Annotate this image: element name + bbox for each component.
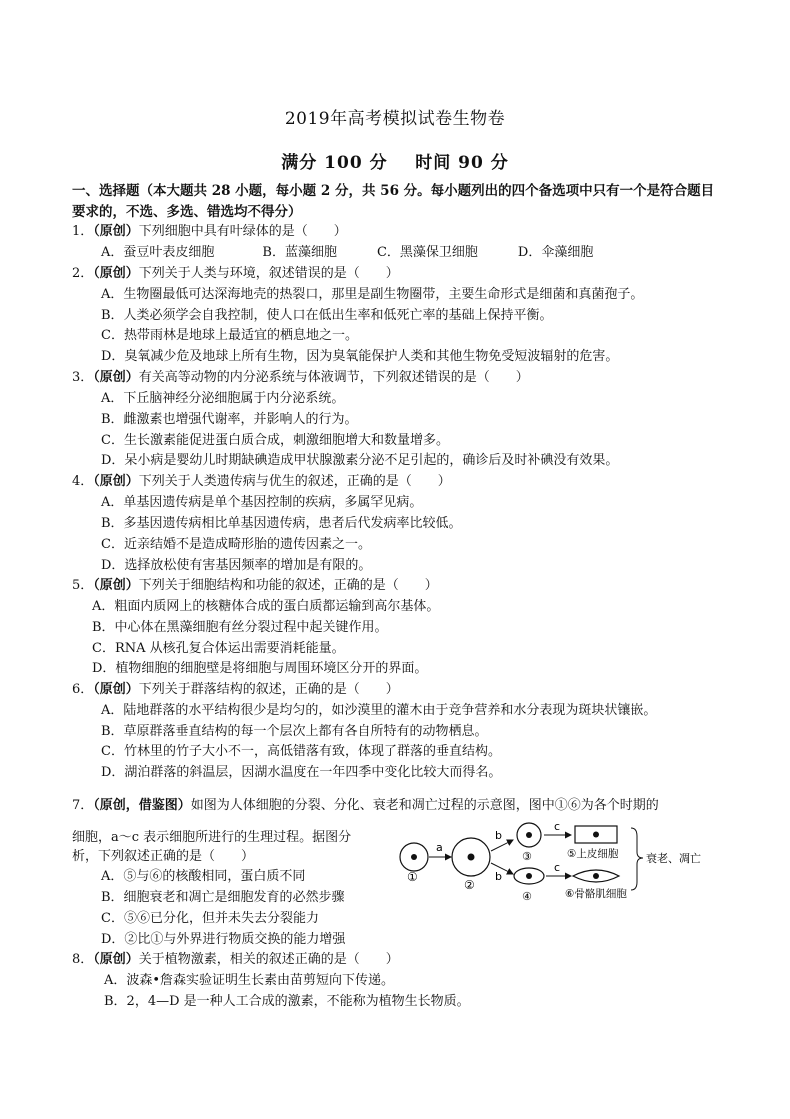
cell-5-nucleus — [593, 832, 599, 838]
cell-1-label: ① — [407, 870, 418, 884]
q6-option-c: C．竹林里的竹子大小不一，高低错落有致，体现了群落的垂直结构。 — [101, 744, 501, 759]
q2-option-a: A．生物圈最低可达深海地壳的热裂口，那里是副生物圈带，主要生命形式是细菌和真菌孢子。 — [101, 287, 644, 302]
q2-option-b: B．人类必须学会自我控制，使人口在低出生率和低死亡率的基础上保持平衡。 — [101, 308, 553, 323]
q6-option-d: D．湖泊群落的斜温层，因湖水温度在一年四季中变化比较大而得名。 — [101, 765, 502, 780]
cell-5-label: ⑤上皮细胞 — [567, 848, 619, 860]
question-8: 8．（原创）关于植物激素，相关的叙述正确的是（ ） — [72, 952, 399, 967]
q5-option-d: D．植物细胞的细胞壁是将细胞与周围环境区分开的界面。 — [92, 661, 428, 676]
brace-label: 衰老、凋亡 — [646, 852, 701, 865]
question-1: 1．（原创）下列细胞中具有叶绿体的是（ ） — [72, 224, 347, 239]
cell-2-nucleus — [468, 854, 475, 861]
q3-option-d: D．呆小病是婴幼儿时期缺碘造成甲状腺激素分泌不足引起的，确诊后及时补碘没有效果。 — [101, 453, 619, 468]
brace — [631, 828, 643, 890]
q6-option-a: A．陆地群落的水平结构很少是均匀的，如沙漠里的灌木由于竞争营养和水分表现为斑块状镶嵌。 — [101, 703, 657, 718]
question-7-cont-2: 析，下列叙述正确的是（ ） — [72, 849, 255, 864]
q5-option-a: A．粗面内质网上的核糖体合成的蛋白质都运输到高尔基体。 — [92, 599, 440, 614]
cell-2-label: ② — [464, 878, 475, 892]
q7-option-a: A．⑤与⑥的核酸相同，蛋白质不同 — [101, 869, 306, 884]
question-2: 2．（原创）下列关于人类与环境，叙述错误的是（ ） — [72, 266, 399, 281]
q8-option-a: A．波森•詹森实验证明生长素由苗剪短向下传递。 — [104, 973, 395, 988]
q6-option-b: B．草原群落垂直结构的每一个层次上都有各自所特有的动物栖息。 — [101, 724, 488, 739]
q8-option-b: B．2，4—D 是一种人工合成的激素，不能称为植物生长物质。 — [104, 994, 470, 1009]
q7-option-c: C．⑤⑥已分化，但并未失去分裂能力 — [101, 911, 319, 926]
arrow-a-label: a — [436, 841, 443, 854]
cell-4-label: ④ — [522, 890, 532, 903]
q3-option-a: A．下丘脑神经分泌细胞属于内分泌系统。 — [101, 391, 345, 406]
cell-6-label: ⑥骨骼肌细胞 — [565, 888, 627, 900]
q7-option-d: D．②比①与外界进行物质交换的能力增强 — [101, 932, 346, 947]
q4-option-a: A．单基因遗传病是单个基因控制的疾病，多属罕见病。 — [101, 495, 423, 510]
cell-1-nucleus — [411, 854, 417, 860]
page-title: 2019年高考模拟试卷生物卷 — [284, 109, 506, 129]
q4-option-c: C．近亲结婚不是造成畸形胎的遗传因素之一。 — [101, 537, 371, 552]
q4-option-d: D．选择放松使有害基因频率的增加是有限的。 — [101, 558, 372, 573]
q3-option-c: C．生长激素能促进蛋白质合成，刺激细胞增大和数量增多。 — [101, 433, 449, 448]
cell-4-nucleus — [526, 873, 532, 879]
cell-3-nucleus — [526, 832, 532, 838]
cell-6-nucleus — [593, 873, 599, 879]
question-7: 7．（原创，借鉴图）如图为人体细胞的分裂、分化、衰老和凋亡过程的示意图，图中①⑥为各个时期的 — [72, 798, 659, 813]
question-6: 6．（原创）下列关于群落结构的叙述，正确的是（ ） — [72, 682, 399, 697]
arrow-c-upper-label: c — [554, 820, 561, 833]
section-header: 一、选择题（本大题共 28 小题，每小题 2 分，共 56 分。每小题列出的四个备选项中只有一个是符合题目要求的，不选、多选、错选均不得分） — [72, 183, 715, 220]
q5-option-c: C．RNA 从核孔复合体运出需要消耗能量。 — [92, 641, 345, 656]
question-4: 4．（原创）下列关于人类遗传病与优生的叙述，正确的是（ ） — [72, 474, 451, 489]
q7-option-b: B．细胞衰老和凋亡是细胞发育的必然步骤 — [101, 890, 345, 905]
q3-option-b: B．雌激素也增强代谢率，并影响人的行为。 — [101, 412, 358, 427]
arrow-b-lower-label: b — [495, 870, 502, 883]
q5-option-b: B．中心体在黑藻细胞有丝分裂过程中起关键作用。 — [92, 620, 388, 635]
question-5: 5．（原创）下列关于细胞结构和功能的叙述，正确的是（ ） — [72, 578, 438, 593]
cell-process-diagram — [395, 818, 730, 908]
q2-option-d: D．臭氧减少危及地球上所有生物，因为臭氧能保护人类和其他生物免受短波辐射的危害。 — [101, 349, 619, 364]
question-3: 3．（原创）有关高等动物的内分泌系统与体液调节，下列叙述错误的是（ ） — [72, 370, 529, 385]
page-subtitle: 满分 100 分 时间 90 分 — [281, 153, 509, 173]
q2-option-c: C．热带雨林是地球上最适宜的栖息地之一。 — [101, 328, 358, 343]
question-7-cont-1: 细胞，a～c 表示细胞所进行的生理过程。据图分 — [72, 830, 352, 845]
q4-option-b: B．多基因遗传病相比单基因遗传病，患者后代发病率比较低。 — [101, 516, 462, 531]
cell-3-label: ③ — [522, 850, 532, 863]
q1-options: A．蚕豆叶表皮细胞 B．蓝藻细胞 C．黑藻保卫细胞 D．伞藻细胞 — [101, 245, 594, 260]
arrow-b-upper-label: b — [495, 829, 502, 842]
arrow-c-lower-label: c — [554, 861, 561, 874]
